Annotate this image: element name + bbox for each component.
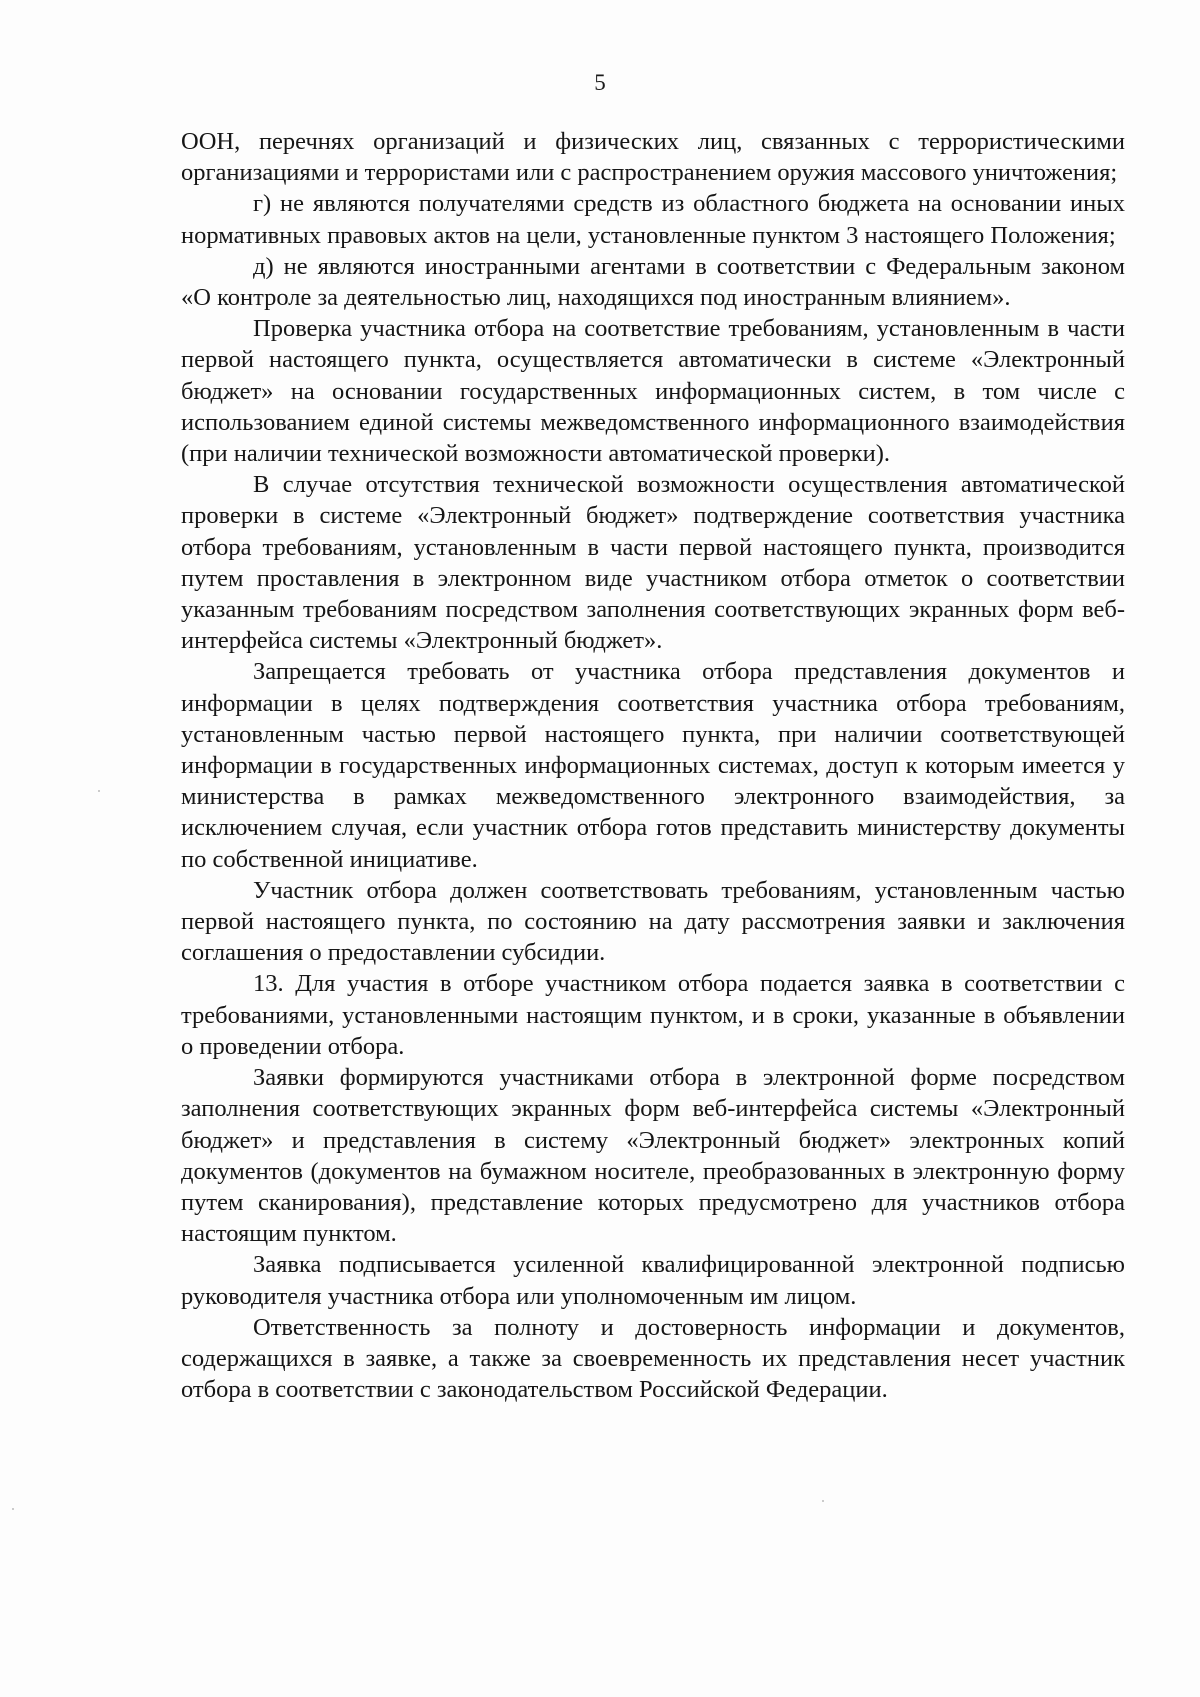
scan-speck <box>12 1508 14 1510</box>
paragraph-item-d: д) не являются иностранными агентами в соответствии с Федеральным законом «О контроле за деятельностью лиц, находящихся под иностранным влиянием». <box>181 252 1125 312</box>
paragraph-item-13: 13. Для участия в отборе участником отбора подается заявка в соответствии с требованиями, установленными настоящим пунктом, и в сроки, указанные в объявлении о проведении отбора. <box>181 970 1125 1060</box>
paragraph-responsibility: Ответственность за полноту и достоверность информации и документов, содержащихся в заявке, а также за своевременность их представления несет участник отбора в соответствии с законодательством Российской Федерации. <box>181 1313 1125 1404</box>
paragraph-applications-form: Заявки формируются участниками отбора в электронной форме посредством заполнения соответствующих экранных форм веб-интерфейса системы «Электронный бюджет» и представления в систему «Электронный бюджет» электронных копий документов (документов на бумажном носителе, преобразованных в электронную форму путем сканирования), представление которых предусмотрено для участников отбора настоящим пунктом. <box>181 1064 1125 1248</box>
paragraph-signature: Заявка подписывается усиленной квалифицированной электронной подписью руководителя участника отбора или уполномоченным им лицом. <box>181 1251 1125 1310</box>
paragraph-item-g: г) не являются получателями средств из областного бюджета на основании иных нормативных правовых актов на цели, установленные пунктом 3 настоящего Положения; <box>181 190 1125 249</box>
paragraph-no-technical-possibility: В случае отсутствия технической возможности осуществления автоматической проверки в системе «Электронный бюджет» подтверждение соответствия участника отбора требованиям, установленным в части первой настоящего пункта, производится путем проставления в электронном виде участником отбора отметок о соответствии указанным требованиям посредством заполнения соответствующих экранных форм веб-интерфейса системы «Электронный бюджет». <box>181 471 1125 655</box>
paragraph-prohibition: Запрещается требовать от участника отбора представления документов и информации в целях подтверждения соответствия участника отбора требованиям, установленным частью первой настоящего пункта, при наличии соответствующей информации в государственных информационных системах, доступ к которым имеется у министерства в рамках межведомственного электронного взаимодействия, за исключением случая, если участник отбора готов представить министерству документы по собственной инициативе. <box>181 658 1125 873</box>
paragraph-continuation: ООН, перечнях организаций и физических лиц, связанных с террористическими организациями и террористами или с распространением оружия массового уничтожения; <box>181 128 1125 187</box>
paragraph-compliance-date: Участник отбора должен соответствовать требованиям, установленным частью первой настоящего пункта, по состоянию на дату рассмотрения заявки и заключения соглашения о предоставлении субсидии. <box>181 876 1125 967</box>
document-body <box>181 126 1125 1405</box>
paragraph-verification: Проверка участника отбора на соответствие требованиям, установленным в части первой настоящего пункта, осуществляется автоматически в системе «Электронный бюджет» на основании государственных информационных систем, в том числе с использованием единой системы межведомственного информационного взаимодействия (при наличии технической возможности автоматической проверки). <box>181 315 1125 468</box>
page-number: 5 <box>594 70 606 95</box>
scan-speck <box>822 1500 824 1502</box>
scan-speck <box>98 790 100 792</box>
